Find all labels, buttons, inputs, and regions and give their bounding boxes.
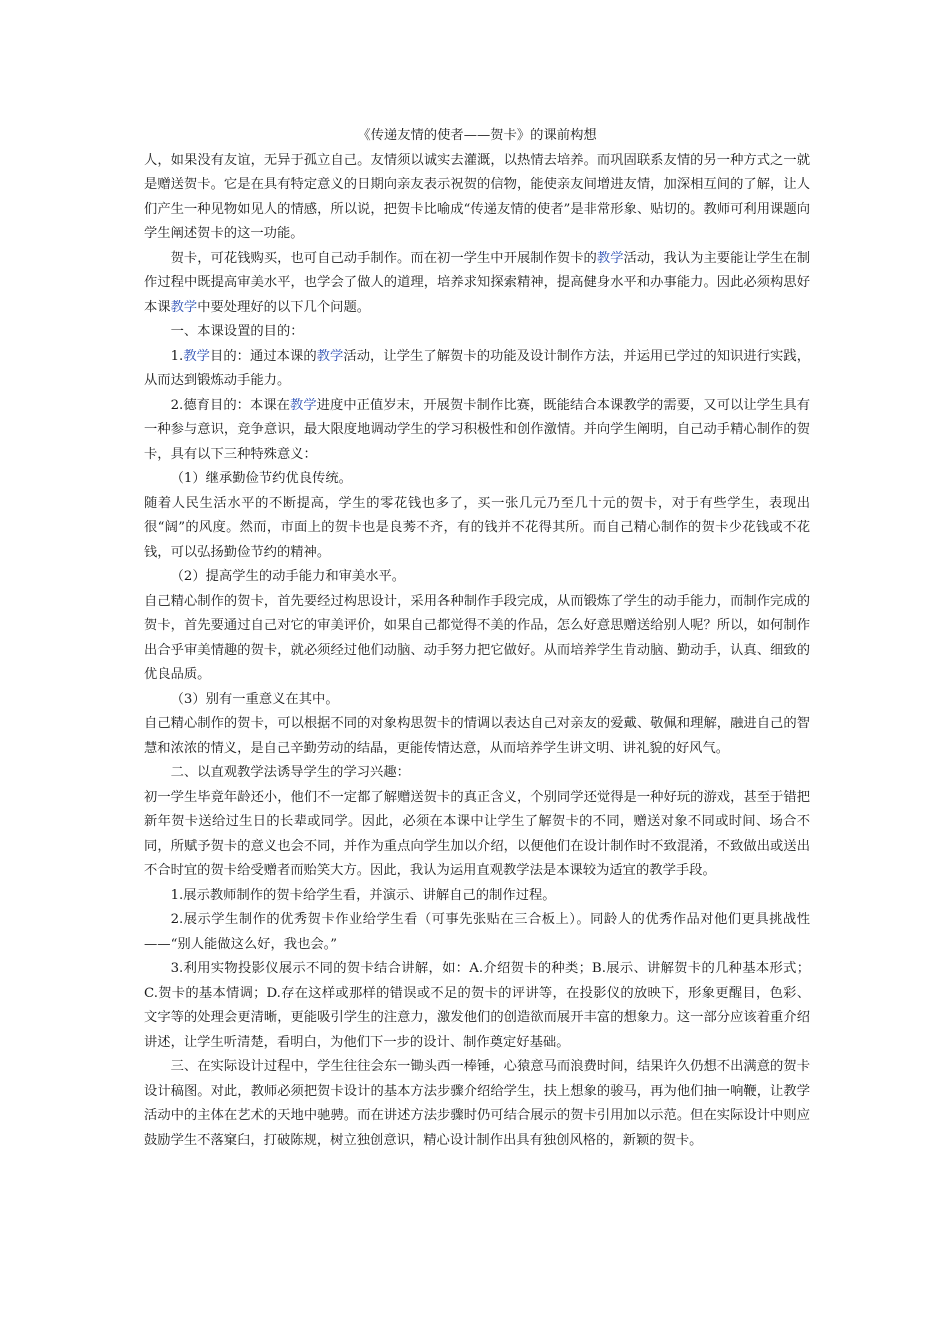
paragraph-text: （2）提高学生的动手能力和审美水平。: [170, 569, 406, 584]
keyword-link[interactable]: 教学: [596, 250, 624, 266]
paragraph-text: （3）别有一重意义在其中。: [170, 691, 339, 707]
paragraph-text: 一、本课设置的目的：: [170, 324, 304, 339]
paragraph: [144, 786, 810, 884]
paragraph: [144, 884, 810, 909]
paragraph: [144, 492, 810, 566]
paragraph: [144, 320, 810, 345]
paragraph: [144, 345, 810, 394]
paragraph: [144, 1055, 810, 1153]
keyword-link[interactable]: 教学: [316, 348, 344, 364]
paragraph: [144, 688, 810, 713]
paragraph-text: 活动，我认为主要能让学生在制作过程中既提高审美水平，也学会了做人的道理，培养求知探索精神，提高健身水平和办事能力。因此必须构思好本课: [144, 250, 811, 315]
paragraph-text: 自己精心制作的贺卡，可以根据不同的对象构思贺卡的情调以表达自己对亲友的爱戴、敬佩和理解，融进自己的智慧和浓浓的情义，是自己辛勤劳动的结晶，更能传情达意，从而培养学生讲文明、讲礼貌的好风气。: [144, 716, 810, 756]
paragraph-text: 1.: [170, 348, 184, 364]
paragraph: [144, 247, 810, 321]
paragraph-text: 中要处理好的以下几个问题。: [197, 299, 371, 315]
paragraph-text: 贺卡，可花钱购买，也可自己动手制作。而在初一学生中开展制作贺卡的: [170, 250, 597, 266]
paragraph-text: 初一学生毕竟年龄还小，他们不一定都了解赠送贺卡的真正含义，个别同学还觉得是一种好玩的游戏，甚至于错把新年贺卡送给过生日的长辈或同学。因此，必须在本课中让学生了解贺卡的不同，赠送对象不同或时间、场合不同，所赋予贺卡的意义也会不同，并作为重点向学生加以介绍，以便他们在设计制作时不致混淆，不致做出或送出不合时宜的贺卡给受赠者而贻笑大方。因此，我认为运用直观教学法是本课较为适宜的教学手段。: [144, 789, 810, 878]
paragraph: [144, 467, 810, 492]
paragraph: [144, 394, 810, 468]
paragraph-text: 1.展示教师制作的贺卡给学生看，并演示、讲解自己的制作过程。: [170, 887, 556, 903]
paragraph: [144, 712, 810, 761]
paragraph-text: 2.展示学生制作的优秀贺卡作业给学生看（可事先张贴在三合板上）。同龄人的优秀作品对他们更具挑战性——“别人能做这么好，我也会。”: [144, 912, 810, 952]
paragraph-text: 进度中正值岁末，开展贺卡制作比赛，既能结合本课教学的需要，又可以让学生具有一种参与意识，竞争意识，最大限度地调动学生的学习积极性和创作激情。并向学生阐明，自己动手精心制作的贺卡，具有以下三种特殊意义：: [144, 397, 811, 462]
paragraph: [144, 149, 810, 247]
keyword-link[interactable]: 教学: [290, 397, 317, 413]
paragraph-text: 人，如果没有友谊，无异于孤立自己。友情须以诚实去灌溉，以热情去培养。而巩固联系友情的另一种方式之一就是赠送贺卡。它是在具有特定意义的日期向亲友表示祝贺的信物，能使亲友间增进友情，加深相互间的了解，让人们产生一种见物如见人的情感，所以说，把贺卡比喻成“传递友情的使者”是非常形象、贴切的。教师可利用课题向学生阐述贺卡的这一功能。: [144, 152, 810, 241]
keyword-link[interactable]: 教学: [170, 299, 198, 315]
paragraph-text: （1）继承勤俭节约优良传统。: [170, 471, 352, 486]
paragraph-text: 随着人民生活水平的不断提高，学生的零花钱也多了，买一张几元乃至几十元的贺卡，对于有些学生，表现出很“阔”的风度。然而，市面上的贺卡也是良莠不齐，有的钱并不花得其所。而自己精心制作的贺卡少花钱或不花钱，可以弘扬勤俭节约的精神。: [144, 495, 810, 560]
paragraph: [144, 565, 810, 590]
paragraph: [144, 761, 810, 786]
keyword-link[interactable]: 教学: [183, 348, 210, 364]
document-page: [144, 124, 810, 1153]
paragraph-text: 三、在实际设计过程中，学生往往会东一锄头西一棒锤，心猿意马而浪费时间，结果许久仍想不出满意的贺卡设计稿图。对此，教师必须把贺卡设计的基本方法步骤介绍给学生，扶上想象的骏马，再为他们抽一响鞭，让教学活动中的主体在艺术的天地中驰骋。而在讲述方法步骤时仍可结合展示的贺卡引用加以示范。但在实际设计中则应鼓励学生不落窠臼，打破陈规，树立独创意识，精心设计制作出具有独创风格的，新颖的贺卡。: [144, 1059, 810, 1148]
document-body: [144, 149, 810, 1154]
paragraph: [144, 957, 810, 1055]
paragraph-text: 目的：通过本课的: [210, 348, 317, 364]
paragraph-text: 二、以直观教学法诱导学生的学习兴趣：: [170, 765, 410, 780]
paragraph: [144, 908, 810, 957]
paragraph-text: 2.德育目的：本课在: [170, 397, 290, 413]
paragraph-text: 3.利用实物投影仪展示不同的贺卡结合讲解，如：A.介绍贺卡的种类；B.展示、讲解贺卡的几种基本形式；C.贺卡的基本情调；D.存在这样或那样的错误或不足的贺卡的评讲等，在投影仪的放映下，形象更醒目，色彩、文字等的处理会更清晰，更能吸引学生的注意力，激发他们的创造欲而展开丰富的想象力。这一部分应该着重介绍讲述，让学生听清楚，看明白，为他们下一步的设计、制作奠定好基础。: [144, 961, 810, 1050]
paragraph: [144, 590, 810, 688]
document-title: 《传递友情的使者——贺卡》的课前构想: [357, 128, 597, 143]
paragraph-text: 活动，让学生了解贺卡的功能及设计制作方法，并运用已学过的知识进行实践，从而达到锻炼动手能力。: [144, 348, 811, 388]
paragraph-text: 自己精心制作的贺卡，首先要经过构思设计，采用各种制作手段完成，从而锻炼了学生的动手能力，而制作完成的贺卡，首先要通过自己对它的审美评价，如果自己都觉得不美的作品，怎么好意思赠送给别人呢？所以，如何制作出合乎审美情趣的贺卡，就必须经过他们动脑、动手努力把它做好。从而培养学生肯动脑、勤动手，认真、细致的优良品质。: [144, 593, 810, 682]
